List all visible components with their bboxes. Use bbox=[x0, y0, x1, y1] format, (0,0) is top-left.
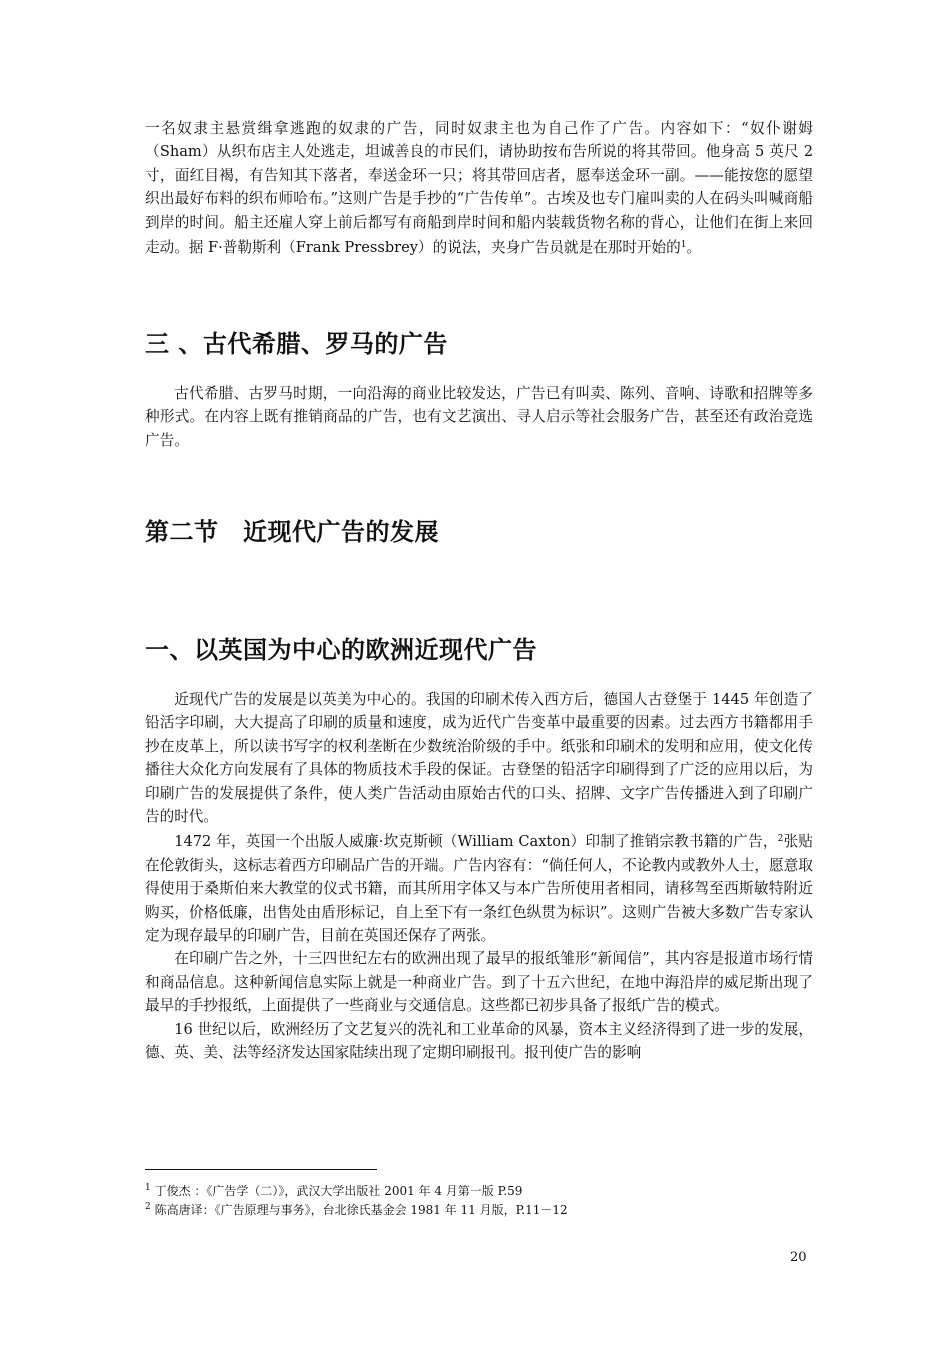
section-three-paragraph: 古代希腊、古罗马时期，一向沿海的商业比较发达，广告已有叫卖、陈列、音响、诗歌和招牌等多种形式。在内容上既有推销商品的广告，也有文艺演出、寻人启示等社会服务广告，甚至还有政治竞选广告。 bbox=[145, 385, 813, 449]
footnote-ref-2[interactable]: 2 bbox=[777, 834, 784, 845]
top-paragraph: 一名奴隶主悬赏缉拿逃跑的奴隶的广告，同时奴隶主也为自己作了广告。内容如下：“奴仆谢姆（Sham）从织布店主人处逃走，坦诚善良的市民们，请协助按布告所说的将其带回。他身高 5 英尺 2 寸，面红目褐，有告知其下落者，奉送金环一只；将其带回店者，愿奉送金环一副。——能按您的愿望织出最好布料的织布师哈布。”这则广告是手抄的“广告传单”。古埃及也专门雇叫卖的人在码头叫喊商船到岸的时间。船主还雇人穿上前后都写有商船到岸时间和船内装载货物名称的背心，让他们在街上来回走动。据 F·普勒斯利（Frank Pressbrey）的说法，夹身广告员就是在那时开始的$^1$。 bbox=[145, 120, 813, 257]
section-one-paragraph-3: 在印刷广告之外，十三四世纪左右的欧洲出现了最早的报纸雏形“新闻信”，其内容是报道市场行情和商品信息。这种新闻信息实际上就是一种商业广告。到了十五六世纪，在地中海沿岸的威尼斯出现了最早的手抄报纸，上面提供了一些商业与交通信息。这些都已初步具备了报纸广告的模式。 bbox=[145, 950, 813, 1015]
footnote-divider bbox=[145, 1169, 377, 1170]
section-three-block bbox=[145, 382, 813, 452]
footnote-ref-1[interactable]: 1 bbox=[680, 240, 687, 251]
section-one-paragraph-1: 近现代广告的发展是以英美为中心的。我国的印刷术传入西方后，德国人古登堡于 1445 年创造了铅活字印刷，大大提高了印刷的质量和速度，成为近代广告变革中最重要的因素。过去西方书籍都用手抄在皮革上，所以读书写字的权利垄断在少数统治阶级的手中。纸张和印刷术的发明和应用，使文化传播往大众化方向发展有了具体的物质技术手段的保证。古登堡的铅活字印刷得到了广泛的应用以后，为印刷广告的发展提供了条件，使人类广告活动由原始古代的口头、招牌、文字广告传播进入到了印刷广告的时代。 bbox=[145, 691, 813, 826]
section-one-body bbox=[145, 688, 813, 1065]
footnote-1: $^1$ 丁俊杰 ：《广告学（二）》，武汉大学出版社 2001 年 4 月第一版 P.59 bbox=[145, 1183, 523, 1198]
section-two-title: 第二节 近现代广告的发展 bbox=[145, 518, 439, 546]
page-number: 20 bbox=[790, 1250, 807, 1265]
top-paragraph-block bbox=[145, 117, 813, 259]
footnote-2: $^2$ 陈高唐译：《广告原理与事务》，台北徐氏基金会 1981 年 11 月版，P.11－12 bbox=[145, 1202, 568, 1217]
section-one-paragraph-2: 1472 年，英国一个出版人威廉·坎克斯顿（William Caxton）印制了推销宗教书籍的广告，$^2$张贴在伦敦街头，这标志着西方印刷品广告的开端。广告内容有：“倘任何人，不论教内或教外人士，愿意取得使用于桑斯伯来大教堂的仪式书籍，而其所用字体又与本广告所使用者相同，请移驾至西斯敏特附近购买，价格低廉，出售处由盾形标记，自上至下有一条红色纵贯为标识”。这则广告被大多数广告专家认定为现存最早的印刷广告，目前在英国还保存了两张。 bbox=[145, 833, 813, 945]
section-one-paragraph-4: 16 世纪以后，欧洲经历了文艺复兴的洗礼和工业革命的风暴，资本主义经济得到了进一步的发展，德、英、美、法等经济发达国家陆续出现了定期印刷报刊。报刊使广告的影响 bbox=[145, 1020, 813, 1062]
section-one-heading: 一、以英国为中心的欧洲近现代广告 bbox=[145, 636, 537, 664]
section-three-heading: 三 、古代希腊、罗马的广告 bbox=[145, 330, 448, 358]
